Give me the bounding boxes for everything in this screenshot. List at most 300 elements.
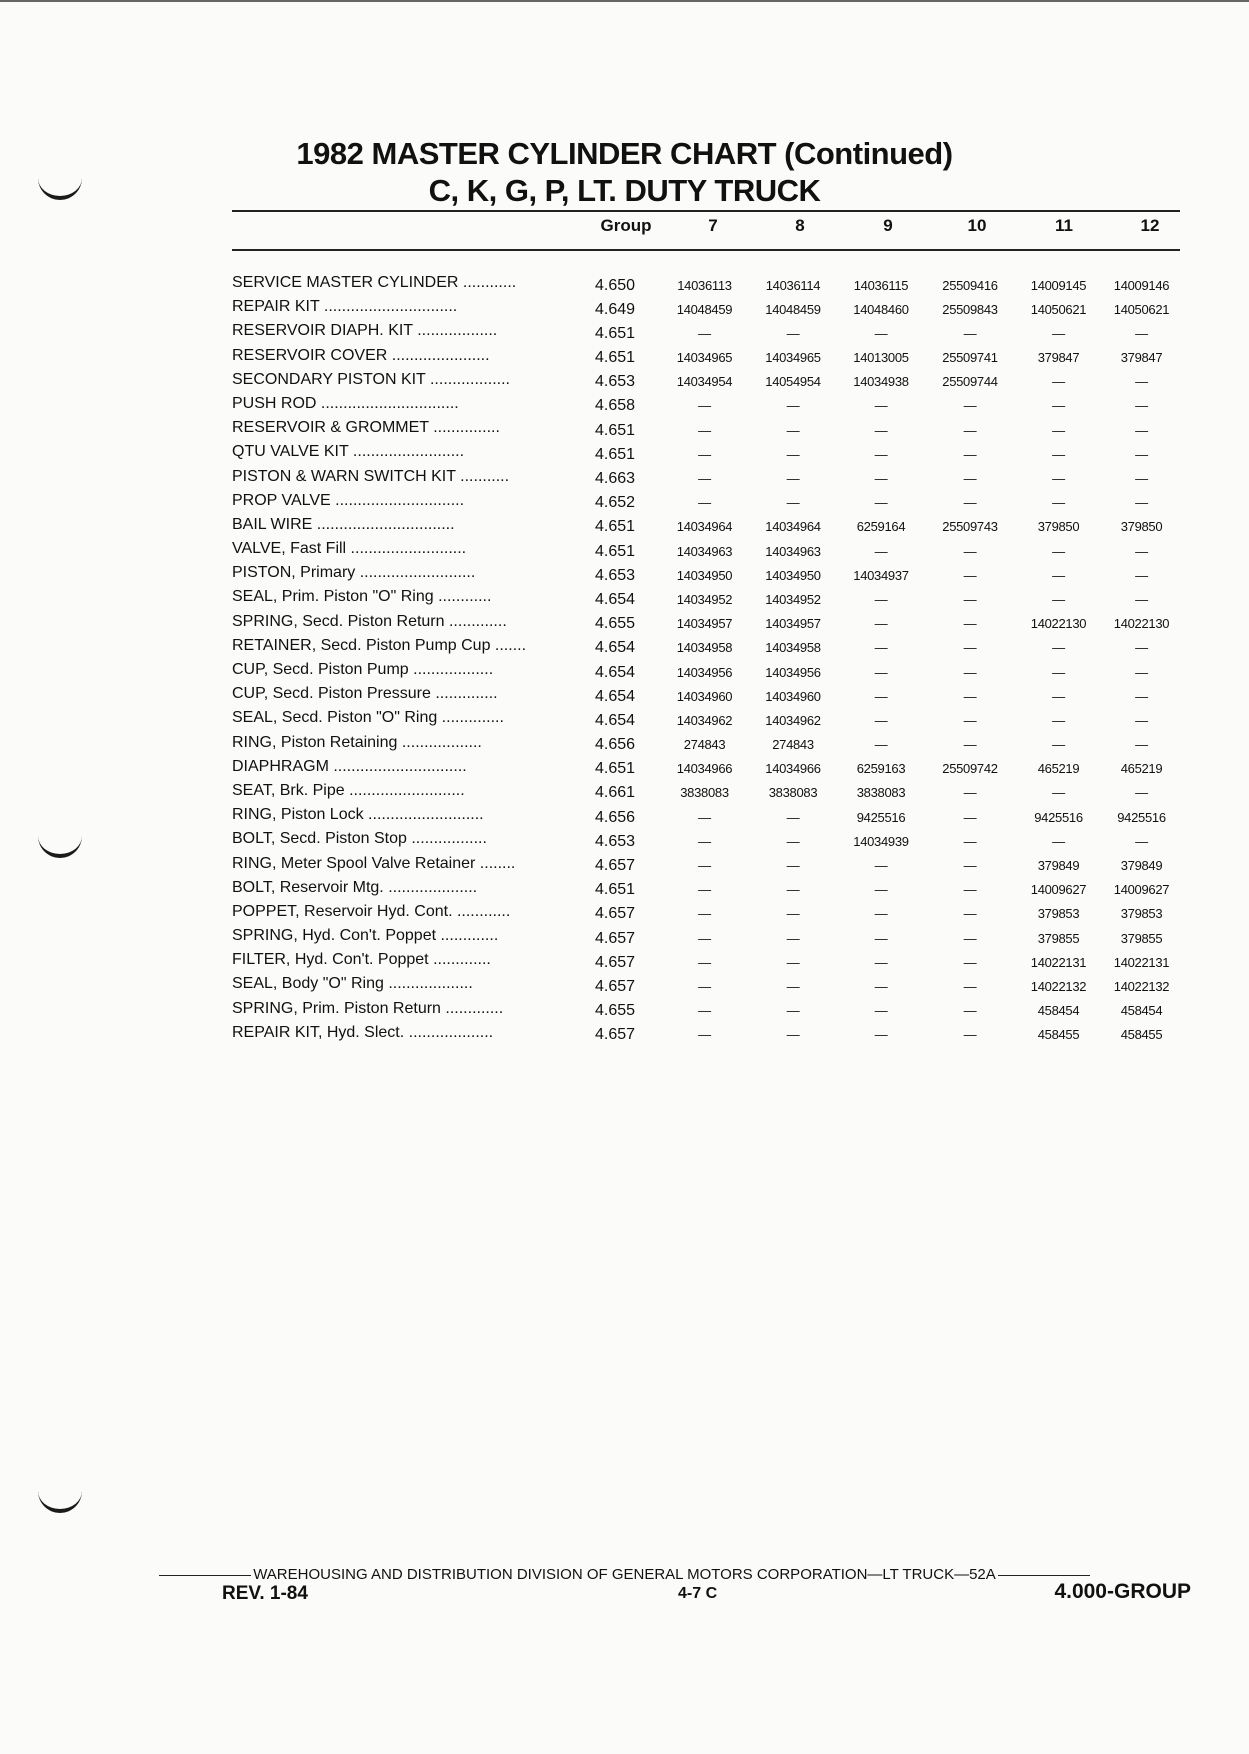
part-description: SPRING, Secd. Piston Return ............. (232, 612, 507, 630)
table-row (232, 733, 1181, 757)
part-number-col-8: 14054954 (765, 374, 821, 390)
part-description: RESERVOIR & GROMMET ............... (232, 419, 500, 437)
part-description-cell (232, 854, 570, 878)
part-number-col-8: — (786, 422, 800, 438)
part-number-col-12: 379853 (1120, 906, 1163, 922)
part-description: SPRING, Prim. Piston Return ............. (232, 999, 504, 1017)
part-number-col-10: — (963, 495, 977, 511)
part-description: REPAIR KIT, Hyd. Slect. ................... (232, 1023, 494, 1041)
part-number-col-11: — (1052, 398, 1065, 414)
part-number-col-7: 14034957 (676, 616, 733, 632)
part-number-col-11: 379853 (1037, 906, 1080, 922)
part-description-cell (232, 950, 570, 974)
part-number-col-12: 14009146 (1113, 277, 1170, 293)
part-description-cell (232, 612, 570, 636)
part-description: RING, Piston Retaining .................. (232, 733, 482, 751)
column-header-9: 9 (883, 216, 893, 235)
part-number-col-12: 379850 (1120, 519, 1163, 535)
part-number-col-10: — (963, 906, 977, 922)
part-description-cell (232, 346, 570, 370)
part-number-col-8: 14034956 (765, 664, 821, 680)
part-number-col-7: 14034963 (676, 543, 733, 559)
part-number-col-7: 274843 (683, 737, 726, 753)
part-number-col-8: 14034964 (765, 519, 821, 535)
table-row (232, 660, 1181, 684)
part-number-col-10: — (963, 785, 977, 801)
group-number: 4.658 (594, 397, 636, 415)
part-number-col-9: — (874, 398, 888, 414)
part-description-cell (232, 684, 570, 708)
part-description-cell (232, 902, 570, 926)
part-number-col-7: 14034956 (676, 664, 733, 680)
table-row (232, 636, 1181, 660)
part-number-col-7: — (698, 809, 711, 825)
part-description: SECONDARY PISTON KIT .................. (232, 370, 510, 388)
table-row (232, 539, 1181, 563)
part-description-cell (232, 418, 570, 442)
part-number-col-9: — (874, 954, 888, 970)
part-number-col-8: 14034966 (765, 761, 821, 777)
group-number: 4.656 (594, 808, 636, 826)
part-number-col-10: — (963, 1027, 977, 1043)
part-number-col-10: 25509742 (942, 761, 998, 777)
part-number-col-10: — (963, 567, 977, 583)
table-row (232, 926, 1181, 950)
group-number: 4.655 (594, 615, 636, 633)
part-number-col-11: — (1052, 591, 1065, 607)
part-number-col-9: — (874, 906, 888, 922)
part-number-col-9: — (874, 325, 888, 341)
part-description-cell (232, 781, 570, 805)
part-number-col-11: — (1052, 422, 1065, 438)
part-number-col-8: — (786, 398, 800, 414)
page-number: 4-7 C (678, 1585, 718, 1602)
group-number: 4.657 (594, 905, 636, 923)
part-description-cell (232, 563, 570, 587)
part-number-col-7: 14034964 (676, 519, 733, 535)
table-row (232, 273, 1181, 297)
part-number-col-11: — (1052, 785, 1065, 801)
part-number-col-7: 14034958 (676, 640, 733, 656)
part-number-col-7: 14034965 (676, 350, 733, 366)
part-number-col-7: 14048459 (676, 301, 733, 317)
table-row (232, 346, 1181, 370)
page-title: 1982 MASTER CYLINDER CHART (Continued) (296, 136, 953, 171)
part-number-col-9: 6259164 (856, 519, 906, 535)
part-number-col-12: — (1135, 446, 1148, 462)
part-number-col-8: — (786, 1027, 800, 1043)
group-number: 4.653 (594, 373, 636, 391)
part-description-cell (232, 273, 570, 297)
part-number-col-11: 14050621 (1030, 301, 1087, 317)
group-number: 4.651 (594, 324, 636, 342)
column-header-8: 8 (795, 216, 805, 235)
table-row (232, 321, 1181, 345)
part-number-col-7: 14034950 (676, 567, 733, 583)
table-row (232, 418, 1181, 442)
part-number-col-10: 25509843 (942, 301, 998, 317)
part-number-col-8: 14034950 (765, 567, 821, 583)
part-description-cell (232, 321, 570, 345)
part-description: PUSH ROD ............................... (232, 394, 459, 412)
part-number-col-9: — (874, 882, 888, 898)
part-number-col-11: — (1052, 737, 1065, 753)
part-number-col-7: 3838083 (680, 785, 729, 801)
group-number: 4.657 (594, 929, 636, 947)
binder-hole-mark (38, 1487, 82, 1513)
part-description-cell (232, 442, 570, 466)
part-description: SEAL, Body "O" Ring ................... (232, 975, 473, 993)
part-number-col-10: 25509741 (942, 350, 998, 366)
part-number-col-12: — (1135, 591, 1148, 607)
group-number: 4.651 (594, 760, 636, 778)
part-number-col-9: 14048460 (853, 301, 909, 317)
parts-table (232, 273, 1181, 1047)
part-number-col-11: 379849 (1037, 858, 1080, 874)
part-number-col-8: 14048459 (765, 301, 821, 317)
part-number-col-11: — (1052, 374, 1065, 390)
part-number-col-10: — (963, 954, 977, 970)
part-number-col-12: — (1135, 688, 1148, 704)
part-description: CUP, Secd. Piston Pressure .............. (232, 685, 498, 703)
table-row (232, 999, 1181, 1023)
part-number-col-10: — (963, 930, 977, 946)
header-bottom-rule (232, 249, 1180, 251)
part-number-col-8: — (786, 471, 800, 487)
part-number-col-12: — (1135, 833, 1148, 849)
part-number-col-7: — (698, 930, 711, 946)
group-number: 4.651 (594, 542, 636, 560)
part-description-cell (232, 1023, 570, 1047)
part-description-cell (232, 999, 570, 1023)
group-number: 4.651 (594, 881, 636, 899)
page-subtitle: C, K, G, P, LT. DUTY TRUCK (428, 173, 821, 208)
part-number-col-12: — (1135, 737, 1148, 753)
part-number-col-8: — (786, 882, 800, 898)
part-description-cell (232, 370, 570, 394)
part-number-col-11: 14022132 (1030, 978, 1087, 994)
part-number-col-11: 14022131 (1030, 954, 1087, 970)
part-number-col-8: 14034957 (765, 616, 821, 632)
part-description-cell (232, 660, 570, 684)
part-description: RING, Meter Spool Valve Retainer ........ (232, 854, 516, 872)
part-number-col-9: — (874, 978, 888, 994)
part-number-col-8: — (786, 833, 800, 849)
part-description-cell (232, 467, 570, 491)
part-number-col-12: 14009627 (1113, 882, 1170, 898)
page-top-edge (0, 0, 1249, 2)
part-number-col-7: 14034960 (676, 688, 733, 704)
part-number-col-8: 14034960 (765, 688, 821, 704)
part-description: POPPET, Reservoir Hyd. Cont. ............ (232, 902, 511, 920)
part-number-col-7: — (698, 325, 711, 341)
part-number-col-9: — (874, 1027, 888, 1043)
part-number-col-12: — (1135, 785, 1148, 801)
part-description: BAIL WIRE ............................... (232, 515, 455, 533)
part-description: SERVICE MASTER CYLINDER ............ (232, 274, 517, 291)
part-number-col-10: — (963, 640, 977, 656)
part-number-col-11: — (1052, 495, 1065, 511)
part-number-col-7: — (698, 471, 711, 487)
part-number-col-12: — (1135, 640, 1148, 656)
part-description-cell (232, 636, 570, 660)
table-row (232, 854, 1181, 878)
part-number-col-12: — (1135, 495, 1148, 511)
part-number-col-8: 3838083 (768, 785, 818, 801)
part-number-col-12: — (1135, 422, 1148, 438)
header-top-rule (232, 210, 1180, 212)
part-number-col-12: 458454 (1120, 1003, 1163, 1019)
part-number-col-11: 458455 (1037, 1027, 1080, 1043)
part-description: PROP VALVE ............................. (232, 491, 465, 509)
part-number-col-9: 14036115 (853, 277, 909, 293)
part-description-cell (232, 733, 570, 757)
part-number-col-7: — (698, 495, 711, 511)
part-description: PISTON, Primary .......................... (232, 564, 476, 582)
part-number-col-10: — (963, 422, 977, 438)
part-number-col-8: — (786, 446, 800, 462)
table-row (232, 491, 1181, 515)
part-description-cell (232, 515, 570, 539)
group-number: 4.651 (594, 445, 636, 463)
part-number-col-8: — (786, 495, 800, 511)
part-number-col-7: 14034962 (676, 712, 733, 728)
group-number: 4.657 (594, 953, 636, 971)
part-number-col-11: 379847 (1037, 350, 1080, 366)
table-row (232, 467, 1181, 491)
group-number: 4.657 (594, 977, 636, 995)
part-number-col-9: 14034938 (853, 374, 909, 390)
table-row (232, 829, 1181, 853)
part-number-col-9: 14034937 (853, 567, 909, 583)
part-number-col-9: — (874, 543, 888, 559)
part-number-col-12: — (1135, 471, 1148, 487)
table-row (232, 1023, 1181, 1047)
group-number: 4.651 (594, 518, 636, 536)
part-number-col-9: — (874, 616, 888, 632)
part-number-col-9: 14034939 (853, 833, 909, 849)
part-number-col-9: — (874, 422, 888, 438)
footer-rule-left (159, 1575, 251, 1576)
part-number-col-7: — (698, 446, 711, 462)
part-number-col-12: 379849 (1120, 858, 1163, 874)
part-description: REPAIR KIT .............................. (232, 298, 458, 316)
part-number-col-11: — (1052, 664, 1065, 680)
binder-hole-mark (38, 832, 82, 858)
part-number-col-9: 3838083 (856, 785, 906, 801)
part-number-col-12: — (1135, 374, 1148, 390)
part-number-col-8: 14034958 (765, 640, 821, 656)
part-description: RING, Piston Lock .......................... (232, 806, 484, 824)
group-number: 4.654 (594, 687, 636, 705)
part-number-col-11: 14009627 (1030, 882, 1087, 898)
table-row (232, 370, 1181, 394)
part-number-col-11: — (1052, 567, 1065, 583)
part-number-col-9: 14013005 (853, 350, 909, 366)
part-description: QTU VALVE KIT ......................... (232, 443, 465, 461)
part-number-col-11: — (1052, 640, 1065, 656)
part-number-col-12: — (1135, 712, 1148, 728)
part-description: SPRING, Hyd. Con't. Poppet ............. (232, 927, 499, 945)
part-number-col-11: 458454 (1037, 1003, 1080, 1019)
part-number-col-8: 14034963 (765, 543, 821, 559)
part-number-col-7: 14036113 (677, 277, 732, 293)
part-description: SEAT, Brk. Pipe .......................... (232, 781, 465, 799)
footer-division-text: WAREHOUSING AND DISTRIBUTION DIVISION OF GENERAL MOTORS CORPORATION—LT TRUCK—52A (253, 1566, 996, 1583)
group-number: 4.653 (594, 832, 636, 850)
part-number-col-8: — (786, 954, 800, 970)
part-description-cell (232, 708, 570, 732)
part-number-col-11: — (1052, 688, 1065, 704)
part-number-col-7: — (698, 954, 711, 970)
part-number-col-11: 14022130 (1030, 616, 1087, 632)
group-number: 4.661 (594, 784, 636, 802)
part-number-col-7: — (698, 858, 711, 874)
part-number-col-12: 14022131 (1113, 954, 1170, 970)
part-number-col-11: — (1052, 543, 1065, 559)
group-number: 4.655 (594, 1002, 636, 1020)
table-row (232, 442, 1181, 466)
parts-table-body (232, 273, 1181, 1047)
part-number-col-11: 379855 (1037, 930, 1080, 946)
table-row (232, 781, 1181, 805)
part-number-col-8: — (786, 325, 800, 341)
group-number: 4.649 (594, 300, 636, 318)
part-number-col-9: — (874, 712, 888, 728)
part-description-cell (232, 757, 570, 781)
part-number-col-8: — (786, 906, 800, 922)
part-number-col-10: — (963, 616, 977, 632)
part-number-col-7: — (698, 882, 711, 898)
part-number-col-12: 14022130 (1113, 616, 1170, 632)
table-row (232, 708, 1181, 732)
part-number-col-10: 25509416 (942, 277, 998, 293)
revision-label: REV. 1-84 (222, 1583, 308, 1604)
group-number: 4.652 (594, 494, 636, 512)
table-row (232, 684, 1181, 708)
part-number-col-10: — (963, 471, 977, 487)
table-row (232, 805, 1181, 829)
group-number: 4.654 (594, 663, 636, 681)
part-description: BOLT, Secd. Piston Stop ................. (232, 830, 487, 848)
part-description-cell (232, 878, 570, 902)
part-number-col-10: 25509743 (942, 519, 998, 535)
part-number-col-9: — (874, 640, 888, 656)
part-number-col-12: 14050621 (1113, 301, 1170, 317)
part-number-col-9: — (874, 737, 888, 753)
part-number-col-7: 14034954 (676, 374, 733, 390)
group-number: 4.651 (594, 349, 636, 367)
part-number-col-9: — (874, 446, 888, 462)
part-number-col-9: — (874, 688, 888, 704)
part-description-cell (232, 394, 570, 418)
part-number-col-10: — (963, 809, 977, 825)
part-description: PISTON & WARN SWITCH KIT ........... (232, 467, 510, 485)
part-number-col-8: 274843 (772, 737, 814, 753)
column-header-7: 7 (708, 216, 718, 235)
part-description-cell (232, 805, 570, 829)
column-header-11: 11 (1055, 216, 1073, 235)
part-description-cell (232, 829, 570, 853)
part-number-col-10: — (963, 712, 977, 728)
part-number-col-9: — (874, 930, 888, 946)
part-number-col-9: — (874, 1003, 888, 1019)
part-number-col-10: — (963, 543, 977, 559)
part-number-col-8: 14034962 (765, 712, 821, 728)
footer-rule-right (998, 1575, 1090, 1576)
table-row (232, 950, 1181, 974)
part-number-col-7: 14034966 (676, 761, 733, 777)
part-number-col-12: 379855 (1120, 930, 1163, 946)
group-number: 4.656 (594, 736, 636, 754)
group-number: 4.657 (594, 1026, 636, 1044)
part-number-col-10: — (963, 688, 977, 704)
part-description-cell (232, 491, 570, 515)
part-description: FILTER, Hyd. Con't. Poppet ............. (232, 951, 491, 969)
part-number-col-8: — (786, 858, 800, 874)
part-number-col-11: 465219 (1037, 761, 1080, 777)
part-description-cell (232, 926, 570, 950)
group-number: 4.654 (594, 590, 636, 608)
part-number-col-12: 379847 (1120, 350, 1163, 366)
part-number-col-11: 9425516 (1034, 809, 1083, 825)
part-number-col-10: — (963, 664, 977, 680)
part-number-col-11: — (1052, 446, 1065, 462)
part-number-col-11: 379850 (1037, 519, 1080, 535)
part-number-col-12: 9425516 (1117, 809, 1166, 825)
part-number-col-10: — (963, 833, 977, 849)
part-number-col-10: — (963, 978, 977, 994)
column-header-group: Group (600, 216, 652, 235)
part-number-col-12: — (1135, 325, 1148, 341)
part-number-col-12: — (1135, 543, 1148, 559)
part-number-col-7: — (698, 978, 711, 994)
part-description: SEAL, Prim. Piston "O" Ring ............ (232, 588, 492, 606)
part-number-col-7: — (698, 422, 711, 438)
table-row (232, 757, 1181, 781)
part-description-cell (232, 974, 570, 998)
table-row (232, 515, 1181, 539)
part-number-col-10: — (963, 591, 977, 607)
group-number: 4.657 (594, 857, 636, 875)
part-number-col-7: — (698, 1003, 711, 1019)
table-row (232, 974, 1181, 998)
part-number-col-12: 14022132 (1113, 978, 1170, 994)
part-description: VALVE, Fast Fill .......................... (232, 540, 467, 558)
group-number: 4.654 (594, 711, 636, 729)
part-number-col-10: — (963, 398, 977, 414)
part-number-col-7: — (698, 1027, 711, 1043)
group-number: 4.650 (594, 276, 636, 294)
part-number-col-12: — (1135, 398, 1148, 414)
column-header-12: 12 (1140, 216, 1160, 235)
part-description: CUP, Secd. Piston Pump .................. (232, 661, 494, 678)
part-description: RETAINER, Secd. Piston Pump Cup ....... (232, 636, 527, 654)
part-number-col-10: 25509744 (942, 374, 998, 390)
table-row (232, 878, 1181, 902)
part-number-col-11: — (1052, 471, 1065, 487)
part-number-col-8: 14034952 (765, 591, 821, 607)
table-row (232, 902, 1181, 926)
part-number-col-7: 14034952 (676, 591, 733, 607)
part-number-col-9: — (874, 858, 888, 874)
part-number-col-10: — (963, 858, 977, 874)
group-number: 4.653 (594, 566, 636, 584)
part-description: BOLT, Reservoir Mtg. .................... (232, 878, 478, 896)
table-row (232, 297, 1181, 321)
part-description: DIAPHRAGM .............................. (232, 757, 467, 775)
group-number: 4.651 (594, 421, 636, 439)
